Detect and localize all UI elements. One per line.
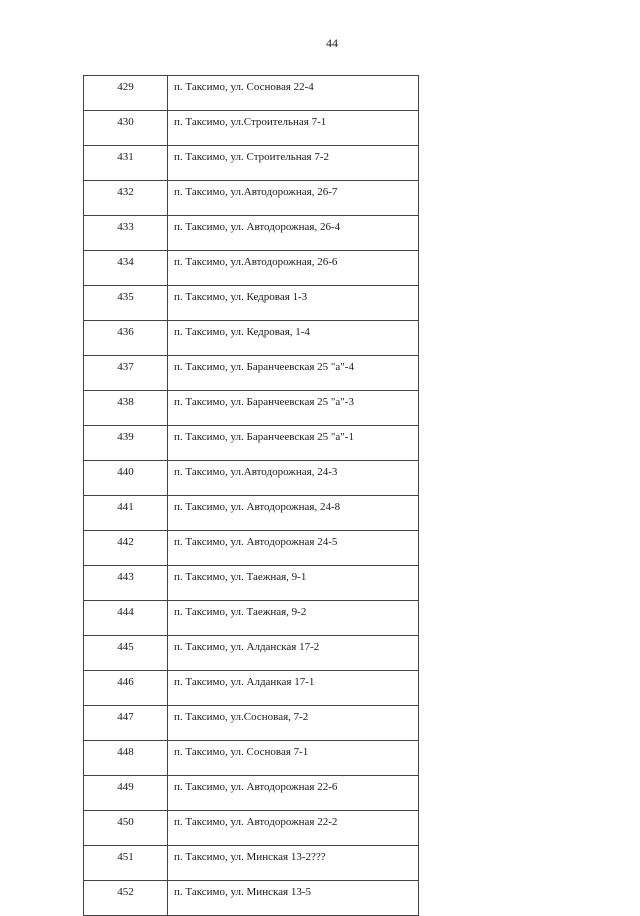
- table-row: [84, 811, 419, 846]
- address-cell: п. Таксимо, ул. Кедровая 1-3: [168, 286, 419, 321]
- address-cell: п. Таксимо, ул. Автодорожная 22-6: [168, 776, 419, 811]
- table-row: [84, 601, 419, 636]
- row-number-cell: 436: [84, 321, 168, 356]
- row-number-cell: 446: [84, 671, 168, 706]
- address-cell: п. Таксимо, ул.Сосновая, 7-2: [168, 706, 419, 741]
- table-row: [84, 776, 419, 811]
- table-row: [84, 461, 419, 496]
- address-cell: п. Таксимо, ул.Строительная 7-1: [168, 111, 419, 146]
- table-row: [84, 321, 419, 356]
- table-row: [84, 216, 419, 251]
- address-cell: п. Таксимо, ул. Строительная 7-2: [168, 146, 419, 181]
- table-row: [84, 76, 419, 111]
- table-row: [84, 846, 419, 881]
- table-row: [84, 181, 419, 216]
- row-number-cell: 429: [84, 76, 168, 111]
- table-row: [84, 251, 419, 286]
- address-cell: п. Таксимо, ул. Таежная, 9-2: [168, 601, 419, 636]
- address-cell: п. Таксимо, ул. Минская 13-2???: [168, 846, 419, 881]
- address-cell: п. Таксимо, ул. Автодорожная 22-2: [168, 811, 419, 846]
- row-number-cell: 448: [84, 741, 168, 776]
- address-cell: п. Таксимо, ул. Баранчеевская 25 "а"-1: [168, 426, 419, 461]
- table-row: [84, 636, 419, 671]
- address-cell: п. Таксимо, ул.Автодорожная, 26-6: [168, 251, 419, 286]
- address-cell: п. Таксимо, ул. Алданкая 17-1: [168, 671, 419, 706]
- row-number-cell: 432: [84, 181, 168, 216]
- address-cell: п. Таксимо, ул. Автодорожная, 24-8: [168, 496, 419, 531]
- row-number-cell: 451: [84, 846, 168, 881]
- row-number-cell: 433: [84, 216, 168, 251]
- table-row: [84, 391, 419, 426]
- row-number-cell: 431: [84, 146, 168, 181]
- address-cell: п. Таксимо, ул. Автодорожная, 26-4: [168, 216, 419, 251]
- address-cell: п. Таксимо, ул. Баранчеевская 25 "а"-4: [168, 356, 419, 391]
- table-row: [84, 286, 419, 321]
- row-number-cell: 450: [84, 811, 168, 846]
- address-cell: п. Таксимо, ул. Кедровая, 1-4: [168, 321, 419, 356]
- row-number-cell: 443: [84, 566, 168, 601]
- table-row: [84, 741, 419, 776]
- table-row: [84, 146, 419, 181]
- address-cell: п. Таксимо, ул. Автодорожная 24-5: [168, 531, 419, 566]
- table-row: [84, 706, 419, 741]
- address-cell: п. Таксимо, ул. Алданская 17-2: [168, 636, 419, 671]
- row-number-cell: 438: [84, 391, 168, 426]
- row-number-cell: 445: [84, 636, 168, 671]
- table-row: [84, 671, 419, 706]
- row-number-cell: 442: [84, 531, 168, 566]
- address-cell: п. Таксимо, ул.Автодорожная, 26-7: [168, 181, 419, 216]
- row-number-cell: 449: [84, 776, 168, 811]
- row-number-cell: 439: [84, 426, 168, 461]
- table-row: [84, 496, 419, 531]
- row-number-cell: 434: [84, 251, 168, 286]
- table-row: [84, 881, 419, 916]
- table-row: [84, 356, 419, 391]
- table-row: [84, 426, 419, 461]
- row-number-cell: 435: [84, 286, 168, 321]
- address-cell: п. Таксимо, ул. Сосновая 7-1: [168, 741, 419, 776]
- address-cell: п. Таксимо, ул. Сосновая 22-4: [168, 76, 419, 111]
- address-cell: п. Таксимо, ул.Автодорожная, 24-3: [168, 461, 419, 496]
- table-row: [84, 566, 419, 601]
- address-table: [83, 75, 419, 916]
- row-number-cell: 440: [84, 461, 168, 496]
- address-cell: п. Таксимо, ул. Таежная, 9-1: [168, 566, 419, 601]
- row-number-cell: 447: [84, 706, 168, 741]
- row-number-cell: 430: [84, 111, 168, 146]
- page-number: 44: [326, 36, 338, 50]
- address-table-body: [84, 76, 419, 916]
- address-cell: п. Таксимо, ул. Минская 13-5: [168, 881, 419, 916]
- row-number-cell: 441: [84, 496, 168, 531]
- table-row: [84, 111, 419, 146]
- table-row: [84, 531, 419, 566]
- row-number-cell: 444: [84, 601, 168, 636]
- row-number-cell: 452: [84, 881, 168, 916]
- address-cell: п. Таксимо, ул. Баранчеевская 25 "а"-3: [168, 391, 419, 426]
- row-number-cell: 437: [84, 356, 168, 391]
